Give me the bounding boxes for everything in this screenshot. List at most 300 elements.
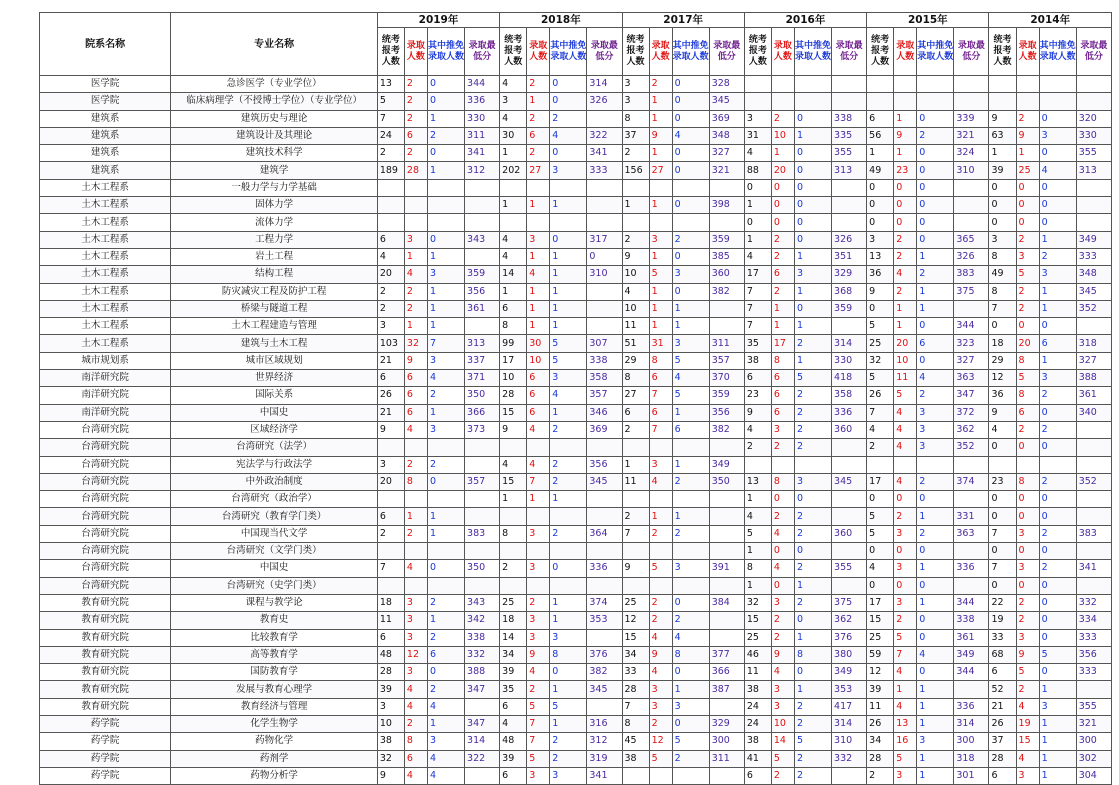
year-header: 2014年 [989,13,1112,28]
min-score-cell: 336 [954,698,989,715]
min-score-cell: 313 [1076,162,1111,179]
admitted-cell: 1 [404,248,427,265]
min-score-cell [709,525,744,542]
applicants-cell: 8 [622,370,649,387]
table-row [40,733,1112,750]
admitted-cell: 2 [527,110,550,127]
min-score-header: 录取最低分 [954,28,989,76]
min-score-cell [587,508,622,525]
exempt-cell: 1 [917,300,954,317]
min-score-cell [587,491,622,508]
applicants-cell: 6 [622,404,649,421]
exempt-cell: 2 [550,473,587,490]
admitted-cell: 1 [1016,145,1039,162]
admitted-cell: 32 [404,335,427,352]
exempt-cell [1039,76,1076,93]
min-score-cell: 348 [1076,266,1111,283]
exempt-header: 其中推免录取人数 [427,28,464,76]
major-cell: 城市区域规划 [171,352,378,369]
table-row [40,76,1112,93]
exempt-cell: 1 [917,594,954,611]
applicants-cell: 28 [867,750,894,767]
admitted-cell: 6 [649,404,672,421]
min-score-cell [1076,179,1111,196]
applicants-cell: 38 [377,733,404,750]
applicants-cell [377,214,404,231]
min-score-cell [1076,439,1111,456]
applicants-cell: 3 [622,93,649,110]
applicants-cell: 1 [744,197,771,214]
exempt-cell: 0 [794,162,831,179]
exempt-cell: 0 [794,179,831,196]
applicants-cell: 18 [989,335,1016,352]
table-row [40,577,1112,594]
exempt-cell: 5 [550,352,587,369]
min-score-cell: 382 [587,664,622,681]
admitted-cell: 2 [894,283,917,300]
exempt-cell [550,439,587,456]
table-row [40,715,1112,732]
min-score-cell [709,179,744,196]
admitted-cell: 3 [1016,525,1039,542]
min-score-cell: 349 [1076,231,1111,248]
min-score-cell: 355 [1076,145,1111,162]
admitted-cell: 6 [771,404,794,421]
exempt-cell: 5 [550,698,587,715]
min-score-cell: 300 [1076,733,1111,750]
min-score-cell: 351 [832,248,867,265]
min-score-cell: 311 [709,750,744,767]
min-score-cell: 314 [832,335,867,352]
admitted-cell: 2 [404,145,427,162]
major-cell: 急诊医学（专业学位） [171,76,378,93]
table-row [40,525,1112,542]
applicants-cell: 0 [989,214,1016,231]
applicants-cell: 1 [622,456,649,473]
min-score-cell: 364 [587,525,622,542]
applicants-cell: 0 [867,491,894,508]
admitted-cell: 5 [527,750,550,767]
min-score-cell: 311 [709,335,744,352]
admitted-cell [894,93,917,110]
min-score-cell: 343 [465,594,500,611]
admitted-cell: 2 [527,681,550,698]
table-row [40,352,1112,369]
dept-cell: 建筑系 [40,145,171,162]
applicants-cell: 4 [744,421,771,438]
exempt-cell: 2 [794,421,831,438]
exempt-cell: 0 [672,93,709,110]
exempt-cell: 1 [917,767,954,784]
min-score-cell: 355 [832,560,867,577]
dept-cell: 土木工程系 [40,318,171,335]
min-score-cell: 359 [465,266,500,283]
dept-cell: 药学院 [40,715,171,732]
exempt-header: 其中推免录取人数 [550,28,587,76]
min-score-cell: 322 [587,127,622,144]
exempt-cell: 1 [794,283,831,300]
exempt-cell: 2 [427,456,464,473]
min-score-cell: 382 [709,421,744,438]
applicants-cell: 9 [377,767,404,784]
dept-cell: 台湾研究院 [40,508,171,525]
applicants-cell: 5 [867,318,894,335]
min-score-cell: 333 [1076,248,1111,265]
admitted-cell: 6 [527,387,550,404]
admitted-cell: 3 [894,560,917,577]
table-row [40,664,1112,681]
admitted-cell: 3 [649,698,672,715]
min-score-cell: 339 [954,110,989,127]
min-score-cell: 327 [1076,352,1111,369]
exempt-cell: 2 [427,387,464,404]
admitted-cell: 4 [649,629,672,646]
applicants-cell: 30 [500,127,527,144]
exempt-cell: 0 [794,231,831,248]
min-score-cell: 350 [465,387,500,404]
applicants-cell: 0 [867,214,894,231]
exempt-cell [917,456,954,473]
admitted-cell: 2 [1016,283,1039,300]
admitted-cell [527,179,550,196]
exempt-cell: 2 [427,629,464,646]
exempt-cell: 1 [427,110,464,127]
min-score-cell [709,543,744,560]
major-cell: 台湾研究（文学门类） [171,543,378,560]
exempt-cell: 0 [427,560,464,577]
applicants-cell: 10 [622,300,649,317]
admitted-cell: 4 [404,560,427,577]
admitted-cell: 0 [1016,543,1039,560]
admitted-cell: 2 [894,248,917,265]
applicants-cell: 7 [744,300,771,317]
applicants-cell: 38 [744,352,771,369]
admitted-cell: 1 [404,318,427,335]
admitted-cell [1016,76,1039,93]
admitted-cell: 5 [771,750,794,767]
min-score-cell: 310 [954,162,989,179]
major-cell: 区域经济学 [171,421,378,438]
applicants-cell: 9 [500,421,527,438]
exempt-cell: 2 [550,525,587,542]
applicants-cell: 39 [500,750,527,767]
exempt-cell: 2 [794,335,831,352]
min-score-cell [587,318,622,335]
min-score-cell: 349 [832,664,867,681]
admitted-cell: 6 [527,370,550,387]
admitted-cell: 19 [1016,715,1039,732]
table-row [40,110,1112,127]
applicants-cell: 26 [867,387,894,404]
exempt-cell: 0 [1039,214,1076,231]
admitted-cell: 6 [404,404,427,421]
min-score-cell: 314 [465,733,500,750]
major-cell: 建筑学 [171,162,378,179]
min-score-cell [832,491,867,508]
exempt-cell: 1 [794,318,831,335]
admitted-cell: 4 [894,698,917,715]
min-score-cell [709,577,744,594]
applicants-cell: 6 [867,110,894,127]
applicants-cell: 2 [377,145,404,162]
applicants-cell: 7 [989,560,1016,577]
min-score-cell [465,248,500,265]
min-score-cell: 374 [954,473,989,490]
applicants-header: 统考报考人数 [744,28,771,76]
min-score-cell: 352 [1076,473,1111,490]
admitted-cell: 8 [1016,387,1039,404]
admitted-cell: 1 [649,145,672,162]
dept-cell: 台湾研究院 [40,577,171,594]
exempt-cell: 3 [672,335,709,352]
min-score-cell: 319 [587,750,622,767]
applicants-cell: 99 [500,335,527,352]
applicants-cell: 6 [500,767,527,784]
min-score-cell [465,318,500,335]
min-score-cell: 358 [587,370,622,387]
exempt-cell: 0 [550,231,587,248]
major-cell: 建筑历史与理论 [171,110,378,127]
exempt-cell: 1 [794,127,831,144]
applicants-cell: 4 [989,421,1016,438]
exempt-cell: 0 [1039,594,1076,611]
dept-cell: 土木工程系 [40,197,171,214]
admitted-cell: 3 [894,594,917,611]
exempt-cell: 2 [672,612,709,629]
min-score-cell [832,179,867,196]
admitted-cell: 3 [404,594,427,611]
min-score-cell: 333 [1076,664,1111,681]
exempt-header: 其中推免录取人数 [917,28,954,76]
exempt-cell [427,439,464,456]
admitted-cell: 1 [894,318,917,335]
admitted-cell [404,439,427,456]
admitted-cell: 2 [649,612,672,629]
min-score-cell [587,439,622,456]
min-score-cell: 343 [465,231,500,248]
exempt-cell: 1 [672,456,709,473]
exempt-cell: 2 [1039,248,1076,265]
min-score-cell: 363 [954,370,989,387]
exempt-cell: 2 [917,266,954,283]
table-row [40,318,1112,335]
applicants-cell [744,76,771,93]
admitted-cell: 1 [649,110,672,127]
applicants-cell [622,543,649,560]
admitted-cell: 1 [649,300,672,317]
applicants-cell: 52 [989,681,1016,698]
admitted-cell: 3 [771,594,794,611]
min-score-cell: 332 [832,750,867,767]
exempt-cell: 1 [550,197,587,214]
exempt-cell: 0 [917,231,954,248]
admitted-cell: 7 [649,387,672,404]
admitted-cell [527,577,550,594]
admitted-cell [404,491,427,508]
exempt-cell: 5 [550,335,587,352]
exempt-cell: 1 [794,248,831,265]
table-row [40,283,1112,300]
applicants-cell: 18 [500,612,527,629]
exempt-cell: 0 [917,162,954,179]
table-row [40,231,1112,248]
min-score-cell: 347 [954,387,989,404]
admitted-cell: 3 [527,231,550,248]
exempt-cell: 3 [917,404,954,421]
admitted-cell [894,456,917,473]
admitted-cell: 3 [1016,629,1039,646]
exempt-cell: 1 [427,162,464,179]
exempt-cell: 0 [1039,404,1076,421]
exempt-cell: 2 [550,750,587,767]
dept-cell: 南洋研究院 [40,370,171,387]
min-score-cell: 318 [954,750,989,767]
admitted-cell: 4 [649,664,672,681]
applicants-cell: 2 [377,525,404,542]
admitted-cell: 5 [1016,664,1039,681]
min-score-cell: 312 [587,733,622,750]
major-cell: 建筑与土木工程 [171,335,378,352]
applicants-cell: 8 [500,318,527,335]
exempt-cell: 0 [1039,491,1076,508]
admitted-cell: 2 [404,456,427,473]
applicants-cell: 13 [377,76,404,93]
min-score-cell: 359 [709,387,744,404]
admitted-cell: 2 [404,525,427,542]
applicants-cell: 23 [744,387,771,404]
admitted-cell: 25 [1016,162,1039,179]
admitted-cell: 2 [404,76,427,93]
admitted-cell: 8 [404,473,427,490]
table-row [40,248,1112,265]
exempt-cell [794,76,831,93]
applicants-cell: 202 [500,162,527,179]
major-cell: 一般力学与力学基础 [171,179,378,196]
major-cell: 国防教育学 [171,664,378,681]
applicants-cell: 0 [989,439,1016,456]
table-row [40,93,1112,110]
exempt-cell: 3 [1039,370,1076,387]
applicants-cell [500,508,527,525]
exempt-cell: 0 [672,715,709,732]
admitted-cell: 0 [894,543,917,560]
applicants-cell: 26 [989,715,1016,732]
admitted-cell: 3 [1016,767,1039,784]
table-row [40,543,1112,560]
applicants-cell: 13 [744,473,771,490]
min-score-cell [465,698,500,715]
admitted-cell: 1 [527,248,550,265]
min-score-cell: 338 [954,612,989,629]
min-score-cell: 344 [954,594,989,611]
admitted-cell: 5 [894,750,917,767]
table-row [40,681,1112,698]
exempt-cell: 2 [794,767,831,784]
exempt-cell: 2 [550,456,587,473]
admitted-cell: 30 [527,335,550,352]
exempt-cell: 2 [672,750,709,767]
min-score-cell: 417 [832,698,867,715]
applicants-cell: 2 [622,145,649,162]
min-score-header: 录取最低分 [465,28,500,76]
applicants-cell: 21 [377,404,404,421]
min-score-cell: 331 [954,508,989,525]
min-score-cell: 344 [954,318,989,335]
min-score-cell: 301 [954,767,989,784]
applicants-cell: 34 [500,646,527,663]
min-score-cell [465,456,500,473]
admitted-cell: 2 [404,715,427,732]
admitted-cell: 20 [1016,335,1039,352]
applicants-cell: 27 [622,387,649,404]
admitted-cell: 0 [1016,577,1039,594]
applicants-cell: 51 [622,335,649,352]
applicants-cell: 6 [377,629,404,646]
applicants-cell [622,491,649,508]
applicants-cell: 189 [377,162,404,179]
applicants-cell: 8 [622,715,649,732]
table-row [40,214,1112,231]
applicants-cell [744,93,771,110]
admitted-cell: 2 [649,715,672,732]
min-score-cell: 336 [832,404,867,421]
min-score-cell [954,300,989,317]
applicants-cell: 1 [989,145,1016,162]
admitted-cell [1016,456,1039,473]
admitted-cell: 2 [649,525,672,542]
min-score-cell: 357 [709,352,744,369]
applicants-cell: 63 [989,127,1016,144]
applicants-cell [989,76,1016,93]
min-score-cell: 333 [1076,629,1111,646]
dept-cell: 土木工程系 [40,335,171,352]
admitted-cell [771,93,794,110]
min-score-cell: 330 [1076,127,1111,144]
applicants-cell: 0 [867,300,894,317]
min-score-cell [1076,197,1111,214]
admitted-cell: 2 [771,767,794,784]
applicants-cell: 156 [622,162,649,179]
applicants-cell: 6 [500,300,527,317]
applicants-cell: 22 [989,594,1016,611]
applicants-cell [500,179,527,196]
exempt-cell: 1 [794,352,831,369]
min-score-cell: 349 [709,456,744,473]
table-row [40,179,1112,196]
admitted-cell: 3 [894,767,917,784]
applicants-cell: 20 [377,473,404,490]
applicants-cell: 4 [744,248,771,265]
applicants-cell: 5 [744,525,771,542]
exempt-cell: 4 [672,629,709,646]
applicants-cell: 25 [744,629,771,646]
admitted-cell: 2 [771,248,794,265]
applicants-cell: 4 [500,248,527,265]
applicants-cell: 3 [377,698,404,715]
min-score-cell: 353 [587,612,622,629]
year-header: 2018年 [500,13,622,28]
admitted-cell: 0 [771,491,794,508]
min-score-cell: 360 [832,525,867,542]
applicants-cell: 7 [867,404,894,421]
exempt-cell: 3 [427,352,464,369]
exempt-cell: 1 [550,318,587,335]
dept-cell: 台湾研究院 [40,543,171,560]
table-row [40,612,1112,629]
admitted-header: 录取人数 [894,28,917,76]
applicants-cell: 15 [867,612,894,629]
dept-cell: 土木工程系 [40,214,171,231]
